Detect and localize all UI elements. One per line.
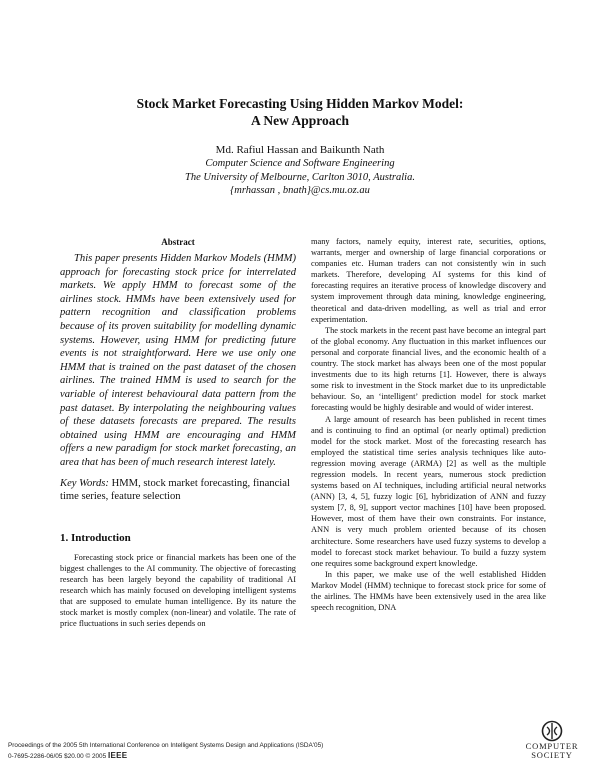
keywords: [60, 477, 296, 504]
affiliation-university: The University of Melbourne, Carlton 3010, Australia.: [185, 171, 415, 183]
body-paragraph-1: many factors, namely equity, interest rate, securities, options, warrants, merger and ownership of large financial corporations or companies etc. Human traders can not consistently win in such markets. Therefore, developing AI systems for this kind of forecasting requires an iterative process of knowledge discovery and system improvement through data mining, knowledge engineering, theoretical and data-driven modelling, as well as trial and error experimentation.: [311, 237, 546, 324]
title-line-1: Stock Market Forecasting Using Hidden Markov Model:: [136, 96, 464, 111]
affiliation: [0, 157, 600, 198]
footer-proceedings: Proceedings of the 2005 5th International Conference on Intelligent Systems Design and Applications (ISDA'05): [8, 742, 324, 749]
introduction-paragraph: Forecasting stock price or financial markets has been one of the biggest challenges to the AI community. The objective of forecasting research has been largely beyond the capability of traditional AI research which has mainly focused on developing intelligent systems that are supposed to emulate human intelligence. By its nature the stock market is mostly complex (non-linear) and volatile. The rate of price fluctuations in such series depends on: [60, 552, 296, 629]
keywords-label: Key Words:: [60, 477, 109, 489]
logo-text-line-2: SOCIETY: [531, 750, 573, 760]
abstract-heading: Abstract: [161, 237, 195, 247]
authors: Md. Rafiul Hassan and Baikunth Nath: [215, 144, 385, 156]
logo-text-line-1: COMPUTER: [525, 741, 579, 751]
affiliation-dept: Computer Science and Software Engineering: [205, 158, 395, 169]
body-paragraph-2: The stock markets in the recent past have become an integral part of the global economy. Any fluctuation in this market influences our personal and corporate financial lives, and the economic health of a country. The stock market has always been one of the most popular investments due to its high returns [1]. However, there is always some risk to investment in the Stock market due to its unpredictable behaviour. So, an ‘intelligent’ prediction model for stock market forecasting would be highly desirable and would of wider interest.: [311, 325, 546, 413]
keywords-text: HMM, stock market forecasting, financial time series, feature selection: [60, 477, 290, 503]
body-paragraph-4: In this paper, we make use of the well established Hidden Markov Model (HMM) technique to forecast stock price for some of the airlines. The HMMs have been extensively used in the area like speech recognition, DNA: [311, 569, 546, 613]
footer-isbn: [8, 751, 448, 762]
title-line-2: A New Approach: [250, 113, 349, 128]
computer-society-logo: [512, 720, 592, 760]
footer-isbn-text: 0-7695-2286-06/05 $20.00 © 2005: [8, 753, 107, 760]
right-column: [311, 236, 546, 613]
affiliation-email: {mrhassan , bnath}@cs.mu.oz.au: [230, 185, 370, 196]
left-column: [60, 236, 296, 629]
computer-society-emblem-icon: [541, 720, 563, 742]
paper-title: [0, 95, 600, 129]
body-paragraph-3: A large amount of research has been published in recent times and is continuing to find an optimal (or nearly optimal) prediction model for the stock market. Most of the forecasting research has employed the statistical time series analysis techniques like auto-regression moving average (ARMA) [2] as well as the multiple regression models. In recent years, numerous stock prediction systems based on AI techniques, including artificial neural networks (ANN) [3, 4, 5], fuzzy logic [6], hybridization of ANN and fuzzy system [7, 8, 9], support vector machines [10] have been proposed. However, most of them have their own constraints. For instance, ANN is very much problem oriented because of its chosen architecture. Some researchers have used fuzzy systems to develop a model to forecast stock market behaviour. To build a fuzzy system one requires some background expert knowledge.: [311, 414, 546, 568]
ieee-logo: IEEE: [107, 751, 128, 760]
page-footer: [8, 741, 448, 762]
abstract-text: This paper presents Hidden Markov Models (HMM) approach for forecasting stock price for interrelated markets. We apply HMM to forecast some of the airlines stock. HMMs have been extensively used for pattern recognition and classification problems because of its proven suitability for modelling dynamic systems. However, using HMM for predicting future events is not straightforward. Here we use only one HMM that is trained on the past dataset of the chosen airlines. The trained HMM is used to search for the variable of interest behavioural data pattern from the past dataset. By interpolating the neighbouring values of these datasets forecasts are prepared. The results obtained using HMM are encouraging and HMM offers a new paradigm for stock market forecasting, an area that has been of much research interest lately.: [60, 253, 296, 468]
introduction-heading: 1. Introduction: [60, 531, 131, 544]
